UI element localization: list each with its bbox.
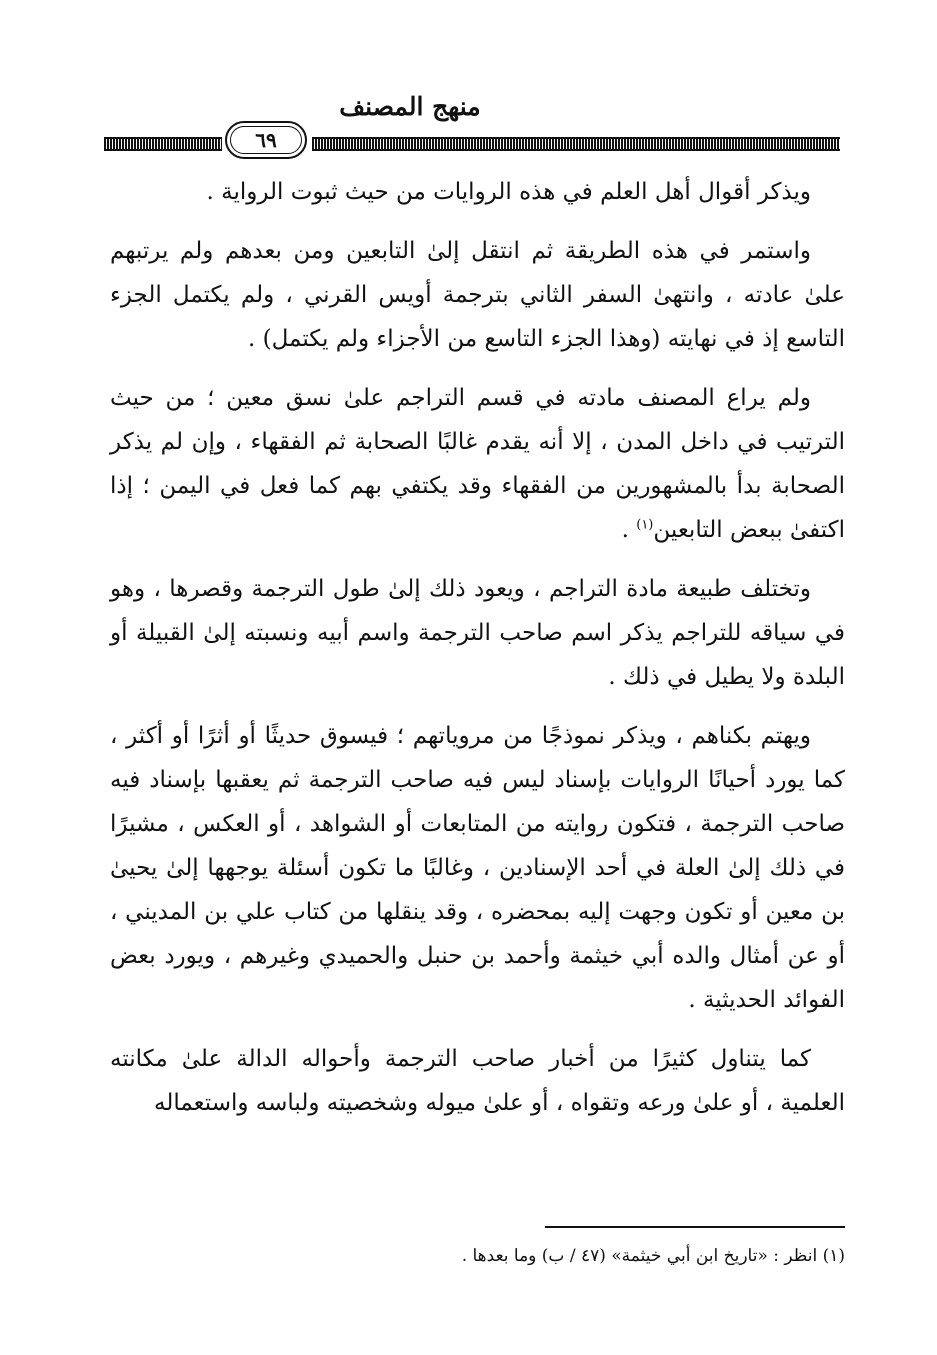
paragraph-5: ويهتم بكناهم ، ويذكر نموذجًا من مروياتهم ؛ فيسوق حديثًا أو أثرًا أو أكثر ، كما يورد أحيانًا الروايات بإسناد ليس فيه صاحب الترجمة ثم يعقبها بإسناد فيه صاحب الترجمة ، فتكون روايته من المتابعات أو الشواهد ، أو العكس ، مشيرًا في ذلك إلىٰ العلة في أحد الإسنادين ، وغالبًا ما تكون أسئلة يوجهها إلىٰ يحيىٰ بن معين أو تكون وجهت إليه بمحضره ، وقد ينقلها من كتاب علي بن المديني ، أو عن أمثال والده أبي خيثمة وأحمد بن حنبل والحميدي وغيرهم ، ويورد بعض الفوائد الحديثية . <box>110 723 846 1013</box>
paragraph-6: كما يتناول كثيرًا من أخبار صاحب الترجمة وأحواله الدالة علىٰ مكانته العلمية ، أو علىٰ ورعه وتقواه ، أو علىٰ ميوله وشخصيته ولباسه واستعماله <box>110 1046 845 1116</box>
page-number: ٦٩ <box>255 128 277 152</box>
header-rule-right <box>312 137 840 151</box>
paragraph-2: واستمر في هذه الطريقة ثم انتقل إلىٰ التابعين ومن بعدهم ولم يرتبهم علىٰ عادته ، وانتهىٰ السفر الثاني بترجمة أويس القرني ، ولم يكتمل الجزء التاسع إذ في نهايته (وهذا الجزء التاسع من الأجزاء ولم يكتمل) . <box>110 238 845 352</box>
footnote: (١) انظر : «تاريخ ابن أبي خيثمة» (٤٧ / ب) وما بعدها . <box>461 1246 845 1266</box>
header-rule-left <box>104 137 222 151</box>
page-number-badge <box>225 121 307 159</box>
paragraph-4: وتختلف طبيعة مادة التراجم ، ويعود ذلك إلىٰ طول الترجمة وقصرها ، وهو في سياقه للتراجم يذكر اسم صاحب الترجمة واسم أبيه ونسبته إلىٰ القبيلة أو البلدة ولا يطيل في ذلك . <box>110 576 845 690</box>
running-header-title: منهج المصنف <box>339 92 481 121</box>
paragraph-3 <box>110 376 845 552</box>
paragraph-1: ويذكر أقوال أهل العلم في هذه الروايات من حيث ثبوت الرواية . <box>206 179 811 205</box>
footnote-divider <box>545 1226 845 1228</box>
paragraph-3-text: ولم يراع المصنف مادته في قسم التراجم علىٰ نسق معين ؛ من حيث الترتيب في داخل المدن ، إلا أنه يقدم غالبًا الصحابة ثم الفقهاء ، وإن لم يذكر الصحابة بدأ بالمشهورين من الفقهاء وقد يكتفي بهم كما فعل في اليمن ؛ إذا اكتفىٰ ببعض التابعين <box>110 385 845 543</box>
body-text <box>110 170 845 1140</box>
paragraph-3-end: . <box>621 517 637 543</box>
footnote-reference: (١) <box>636 517 654 533</box>
